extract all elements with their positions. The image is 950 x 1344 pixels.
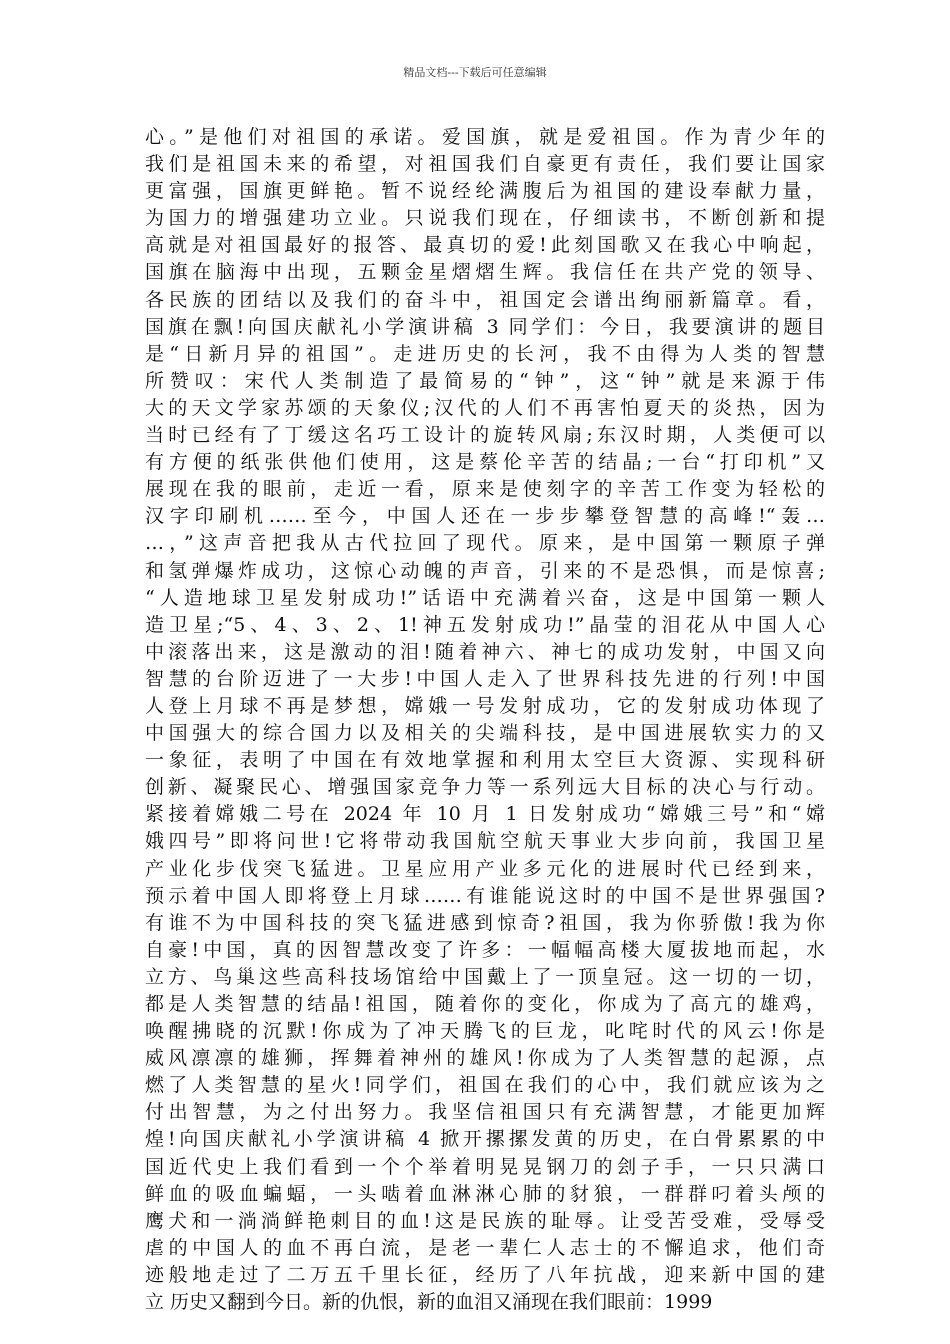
text-line: 国旗在飘!向国庆献礼小学演讲稿 3 同学们：今日，我要演讲的题目	[145, 315, 825, 338]
text-line: 预示着中国人即将登上月球……有谁能说这时的中国不是世界强国?	[145, 884, 825, 907]
text-line: 国旗在脑海中出现，五颗金星熠熠生辉。我信任在共产党的领导、	[145, 261, 825, 284]
text-line: 创新、凝聚民心、增强国家竞争力等一系列远大目标的决心与行动。	[145, 776, 825, 799]
text-line: 为国力的增强建功立业。只说我们现在，仔细读书，不断创新和提	[145, 207, 825, 230]
text-line: 立方、鸟巢这些高科技场馆给中国戴上了一顶皇冠。这一切的一切，	[145, 965, 825, 988]
text-line: 和氢弹爆炸成功，这惊心动魄的声音，引来的不是恐惧，而是惊喜;	[145, 559, 825, 582]
text-line: 大的天文学家苏颂的天象仪;汉代的人们不再害怕夏天的炎热，因为	[145, 396, 825, 419]
body-text	[145, 124, 825, 1316]
text-line: 唤醒拂晓的沉默!你成为了冲天腾飞的巨龙，叱咤时代的风云!你是	[145, 1020, 825, 1043]
text-line: 是“日新月异的祖国”。走进历史的长河，我不由得为人类的智慧	[145, 342, 825, 365]
text-line: 我们是祖国未来的希望，对祖国我们自豪更有责任，我们要让国家	[145, 153, 825, 176]
text-line: 煌!向国庆献礼小学演讲稿 4 掀开摞摞发黄的历史，在白骨累累的中	[145, 1128, 825, 1151]
text-line: “人造地球卫星发射成功!”话语中充满着兴奋，这是中国第一颗人	[145, 586, 825, 609]
text-line: 都是人类智慧的结晶!祖国，随着你的变化，你成为了高亢的雄鸡，	[145, 993, 825, 1015]
text-line: 汉字印刷机……至今，中国人还在一步步攀登智慧的高峰!“轰…	[145, 505, 825, 528]
text-line: 心。”是他们对祖国的承诺。爱国旗，就是爱祖国。作为青少年的	[145, 126, 825, 148]
text-line: 迹般地走过了二万五千里长征，经历了八年抗战，迎来新中国的建	[145, 1263, 825, 1286]
text-line: 造卫星;“5、4、3、2、1!神五发射成功!”晶莹的泪花从中国人心	[145, 613, 825, 636]
text-line: 燃了人类智慧的星火!同学们，祖国在我们的心中，我们就应该为之	[145, 1074, 825, 1097]
text-line: 国近代史上我们看到一个个举着明晃晃钢刀的刽子手，一只只满口	[145, 1155, 825, 1178]
text-line: 鲜血的吸血蝙蝠，一头啮着血淋淋心肺的豺狼，一群群叼着头颅的	[145, 1182, 825, 1205]
text-line: 中滚落出来，这是激动的泪!随着神六、神七的成功发射，中国又向	[145, 640, 825, 663]
text-line: 有谁不为中国科技的突飞猛进感到惊奇?祖国，我为你骄傲!我为你	[145, 911, 825, 934]
text-line: 付出智慧，为之付出努力。我坚信祖国只有充满智慧，才能更加辉	[145, 1101, 825, 1124]
text-line: 智慧的台阶迈进了一大步!中国人走入了世界科技先进的行列!中国	[145, 667, 825, 690]
text-line: 立 历史又翻到今日。新的仇恨，新的血泪又涌现在我们眼前：1999	[145, 1291, 713, 1314]
text-line: 虐的中国人的血不再白流，是老一辈仁人志士的不懈追求，他们奇	[145, 1236, 825, 1259]
text-line: 有方便的纸张供他们使用，这是蔡伦辛苦的结晶;一台“打印机”又	[145, 451, 825, 474]
text-line: 所赞叹：宋代人类制造了最简易的“钟”，这“钟”就是来源于伟	[145, 369, 825, 392]
text-line: 威风凛凛的雄狮，挥舞着神州的雄风!你成为了人类智慧的起源，点	[145, 1047, 825, 1070]
text-line: 产业化步伐突飞猛进。卫星应用产业多元化的进展时代已经到来，	[145, 857, 825, 880]
text-line: 当时已经有了丁缓这名巧工设计的旋转风扇;东汉时期，人类便可以	[145, 424, 825, 447]
text-line: 高就是对祖国最好的报答、最真切的爱!此刻国歌又在我心中响起，	[145, 234, 825, 257]
text-line: 娥四号”即将问世!它将带动我国航空航天事业大步向前，我国卫星	[145, 830, 825, 853]
text-line: 中国强大的综合国力以及相关的尖端科技，是中国进展软实力的又	[145, 722, 825, 745]
text-line: 紧接着嫦娥二号在 2024 年 10 月 1 日发射成功“嫦娥三号”和“嫦	[145, 803, 825, 826]
page-header: 精品文档---下载后可任意编辑	[403, 66, 547, 79]
text-line: 人登上月球不再是梦想，嫦娥一号发射成功，它的发射成功体现了	[145, 694, 825, 717]
text-line: 鹰犬和一淌淌鲜艳刺目的血!这是民族的耻辱。让受苦受难，受辱受	[145, 1209, 825, 1232]
text-line: 展现在我的眼前，走近一看，原来是使刻字的辛苦工作变为轻松的	[145, 478, 825, 501]
text-line: 自豪!中国，真的因智慧改变了许多：一幅幅高楼大厦拔地而起，水	[145, 938, 825, 961]
text-line: 更富强，国旗更鲜艳。暂不说经纶满腹后为祖国的建设奉献力量，	[145, 180, 825, 203]
text-line: …，”这声音把我从古代拉回了现代。原来，是中国第一颗原子弹	[145, 532, 825, 555]
text-line: 各民族的团结以及我们的奋斗中，祖国定会谱出绚丽新篇章。看，	[145, 288, 825, 311]
text-line: 一象征，表明了中国在有效地掌握和利用太空巨大资源、实现科研	[145, 749, 825, 772]
